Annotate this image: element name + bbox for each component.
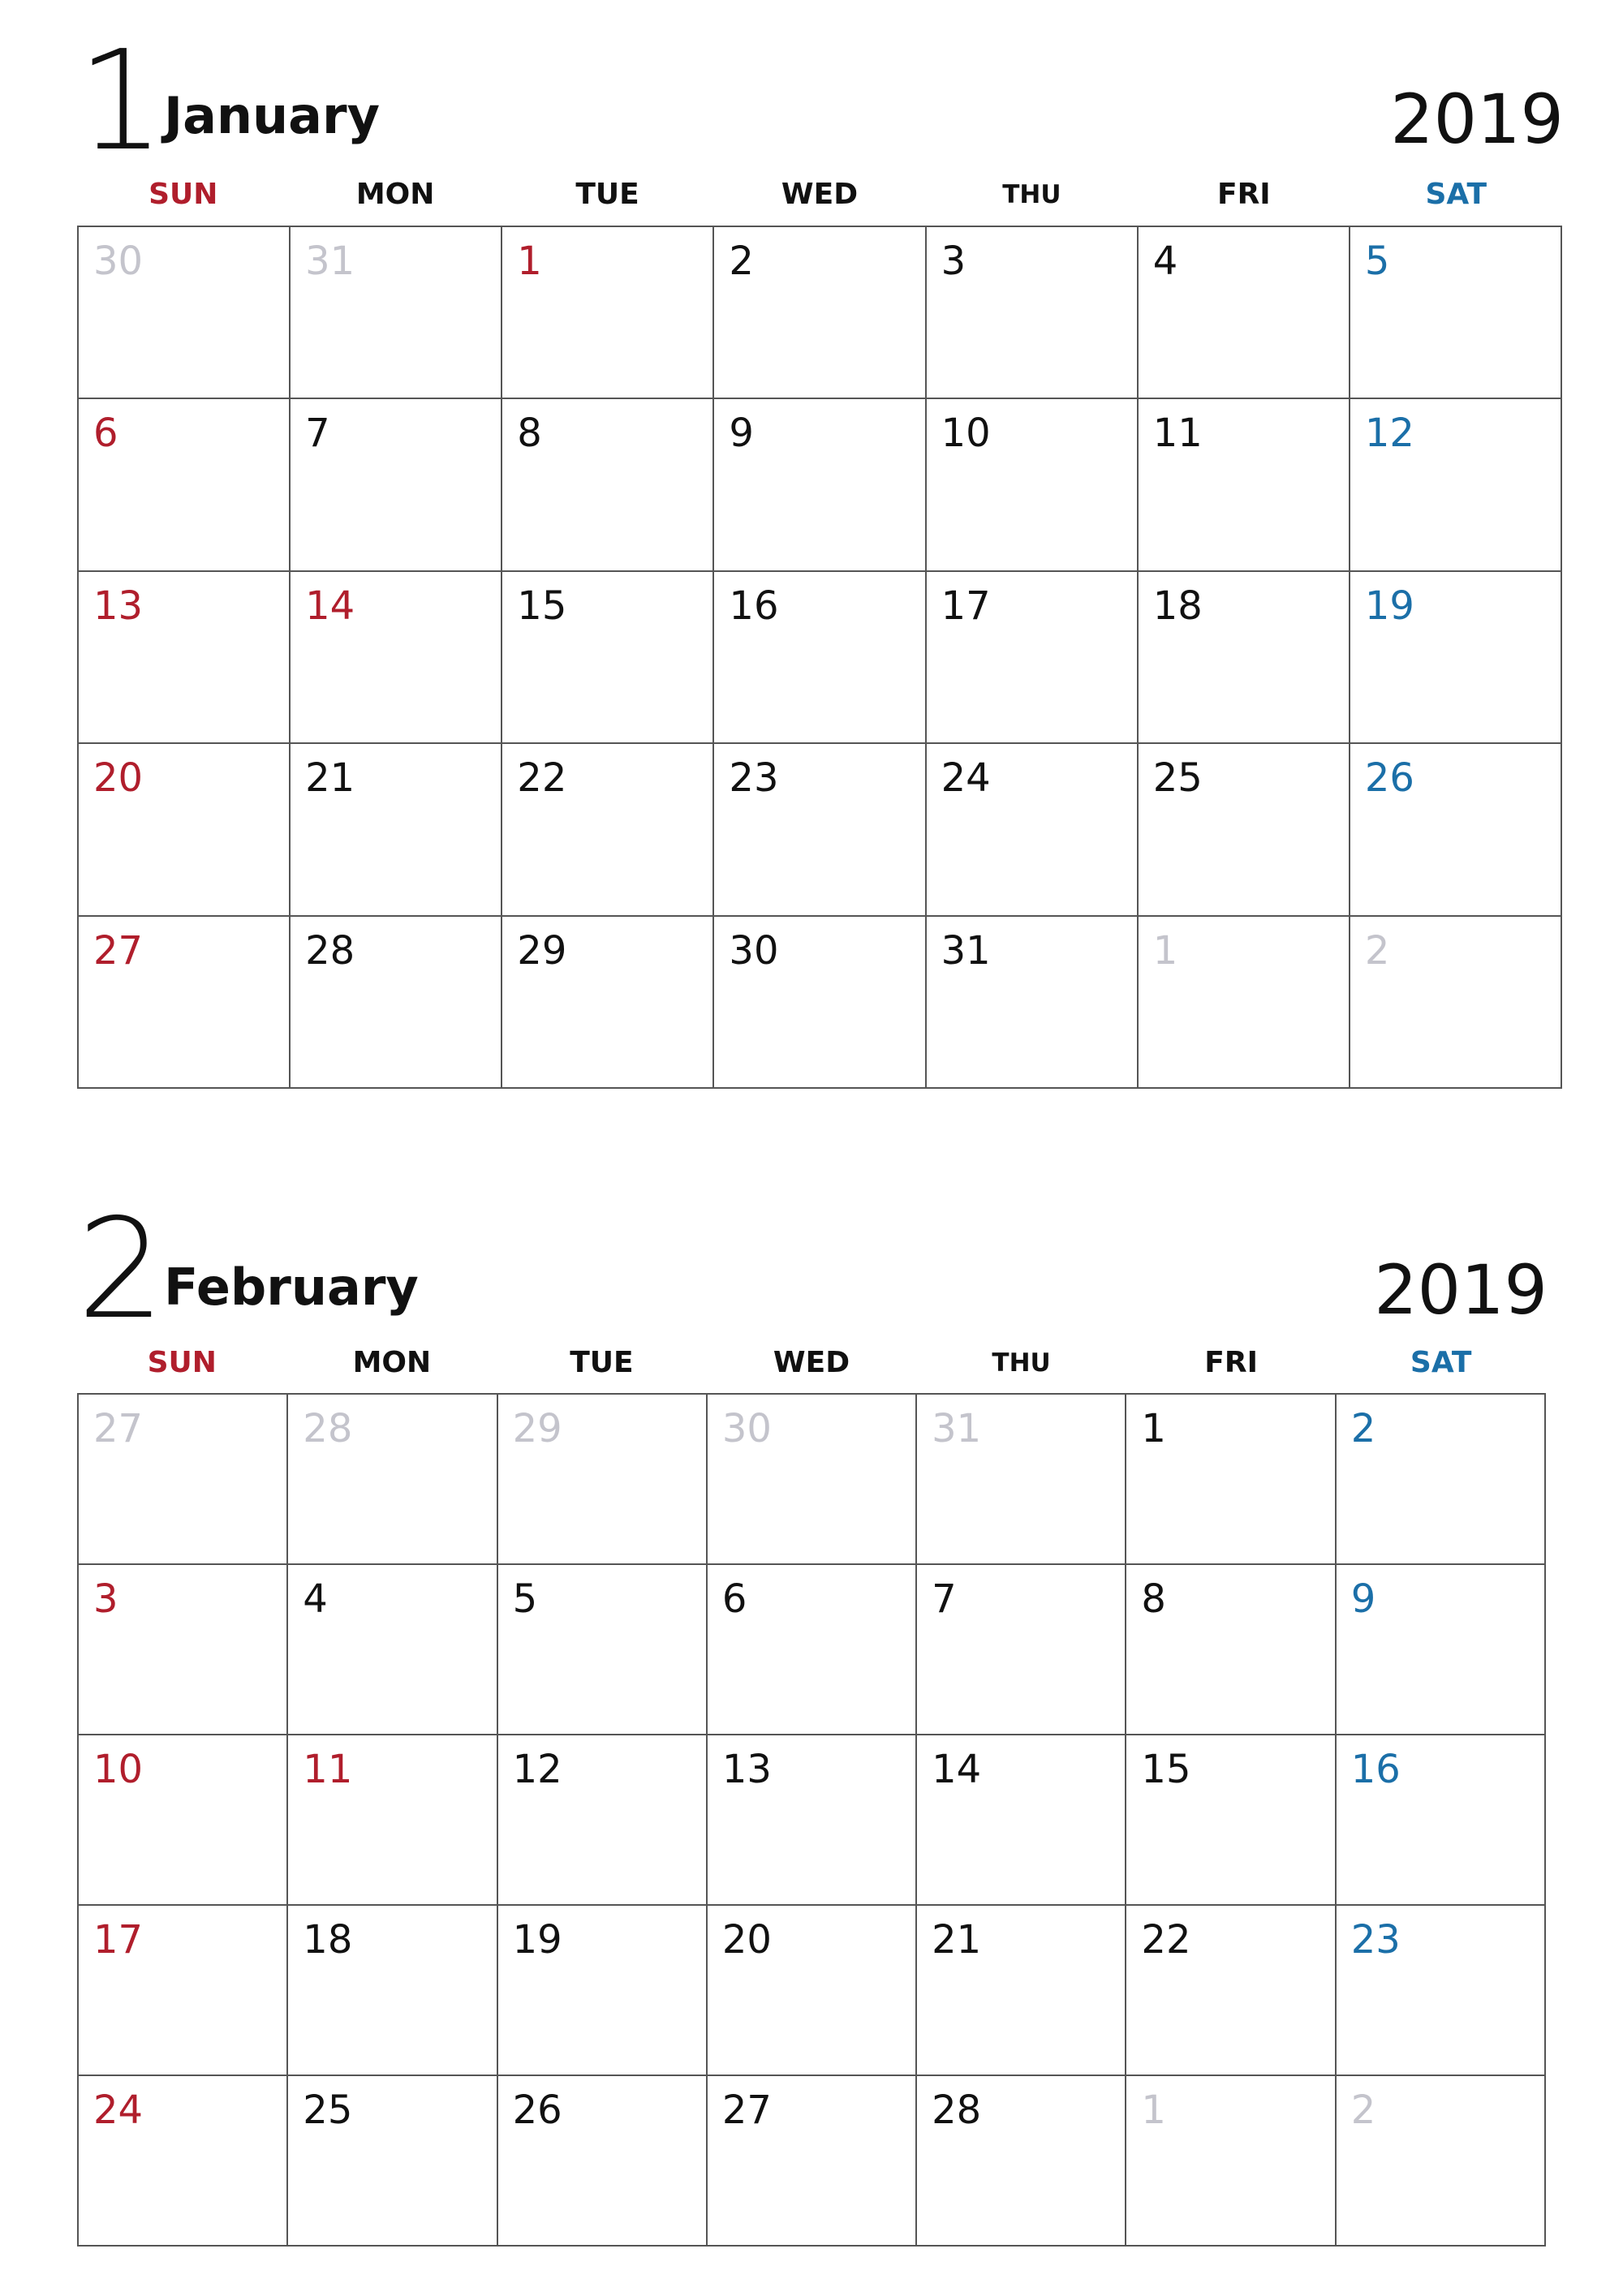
day-cell: [288, 1906, 497, 2076]
day-cell: [927, 917, 1139, 1089]
day-number: 4: [1152, 239, 1178, 284]
day-cell: [79, 399, 291, 571]
day-number: 19: [1364, 583, 1414, 629]
day-number: 30: [93, 239, 144, 284]
day-number: 7: [305, 411, 330, 457]
day-cell: [288, 1565, 497, 1735]
day-cell: [502, 227, 714, 399]
year: 2019: [1374, 1250, 1548, 1330]
day-number: 12: [1364, 411, 1414, 457]
day-number: 22: [517, 755, 567, 802]
day-number: 7: [932, 1576, 957, 1622]
day-number: 9: [729, 411, 754, 457]
day-cell: [79, 572, 291, 744]
calendar-grid: [77, 1393, 1546, 2247]
day-cell: [498, 1735, 708, 1906]
day-cell: [1126, 1906, 1336, 2076]
day-cell: [291, 572, 502, 744]
day-cell: [1350, 572, 1562, 744]
day-cell: [502, 399, 714, 571]
day-cell: [502, 917, 714, 1089]
day-number: 23: [1350, 1917, 1401, 1963]
day-cell: [1337, 1906, 1546, 2076]
year: 2019: [1390, 80, 1564, 159]
day-cell: [1139, 572, 1350, 744]
day-number: 21: [305, 755, 355, 802]
weekday-tue: TUE: [570, 1346, 634, 1379]
weekday-thu: THU: [1002, 180, 1061, 209]
day-cell: [79, 1735, 288, 1906]
month-number: 2: [77, 1189, 162, 1350]
day-cell: [708, 1735, 917, 1906]
day-cell: [1139, 227, 1350, 399]
day-cell: [1350, 399, 1562, 571]
day-cell-other-month: [288, 1395, 497, 1565]
day-number: 2: [1350, 1406, 1376, 1451]
calendar-grid: [77, 226, 1562, 1089]
weekday-sun: SUN: [149, 178, 218, 211]
day-number: 3: [93, 1576, 118, 1622]
weekday-wed: WED: [781, 178, 859, 211]
day-number: 28: [303, 1406, 353, 1451]
day-cell: [927, 744, 1139, 916]
day-number: 14: [932, 1747, 982, 1792]
day-number: 31: [305, 239, 355, 284]
day-cell: [1350, 227, 1562, 399]
day-cell: [498, 2076, 708, 2247]
day-cell-other-month: [1139, 917, 1350, 1089]
day-number: 19: [512, 1917, 562, 1963]
day-number: 5: [512, 1576, 538, 1622]
month-february: [77, 1189, 1548, 2255]
day-number: 25: [1152, 755, 1203, 802]
day-number: 27: [721, 2087, 772, 2133]
day-cell: [1126, 1735, 1336, 1906]
month-name: February: [164, 1258, 419, 1317]
day-number: 26: [512, 2087, 562, 2133]
weekday-fri: FRI: [1204, 1346, 1258, 1379]
day-cell: [502, 744, 714, 916]
day-cell: [714, 917, 926, 1089]
month-january: [77, 21, 1564, 1095]
day-cell: [917, 1735, 1126, 1906]
day-cell-other-month: [79, 227, 291, 399]
day-number: 15: [1141, 1747, 1191, 1792]
day-cell: [79, 917, 291, 1089]
day-number: 17: [941, 583, 991, 629]
day-number: 18: [303, 1917, 353, 1963]
weekday-header: [77, 174, 1562, 215]
day-cell: [288, 1735, 497, 1906]
day-cell: [288, 2076, 497, 2247]
weekday-mon: MON: [352, 1346, 432, 1379]
day-number: 10: [93, 1747, 144, 1792]
day-number: 31: [941, 927, 991, 974]
day-cell: [714, 744, 926, 916]
day-cell: [917, 1565, 1126, 1735]
month-header: [77, 1189, 1548, 1350]
day-number: 20: [93, 755, 144, 802]
day-number: 30: [721, 1406, 772, 1451]
month-name: January: [164, 86, 381, 145]
day-cell: [714, 572, 926, 744]
day-number: 24: [93, 2087, 144, 2133]
day-number: 16: [1350, 1747, 1401, 1792]
weekday-sun: SUN: [147, 1346, 217, 1379]
day-number: 1: [1141, 2087, 1166, 2133]
weekday-sat: SAT: [1410, 1346, 1472, 1379]
day-number: 3: [941, 239, 966, 284]
weekday-thu: THU: [992, 1348, 1051, 1378]
month-header: [77, 21, 1564, 182]
day-cell: [927, 572, 1139, 744]
day-cell: [714, 227, 926, 399]
day-number: 11: [1152, 411, 1203, 457]
day-number: 27: [93, 1406, 144, 1451]
weekday-mon: MON: [355, 178, 435, 211]
day-cell: [79, 1906, 288, 2076]
day-number: 12: [512, 1747, 562, 1792]
day-number: 6: [93, 411, 118, 457]
day-number: 2: [1364, 927, 1390, 974]
day-number: 13: [721, 1747, 772, 1792]
day-cell: [291, 917, 502, 1089]
day-number: 20: [721, 1917, 772, 1963]
day-number: 2: [1350, 2087, 1376, 2133]
day-number: 10: [941, 411, 991, 457]
day-cell: [79, 744, 291, 916]
day-number: 25: [303, 2087, 353, 2133]
day-cell-other-month: [498, 1395, 708, 1565]
day-cell-other-month: [291, 227, 502, 399]
day-number: 4: [303, 1576, 328, 1622]
day-cell-other-month: [917, 1395, 1126, 1565]
day-number: 13: [93, 583, 144, 629]
day-cell: [708, 1906, 917, 2076]
weekday-sat: SAT: [1425, 178, 1487, 211]
day-number: 22: [1141, 1917, 1191, 1963]
day-number: 18: [1152, 583, 1203, 629]
day-number: 17: [93, 1917, 144, 1963]
weekday-tue: TUE: [575, 178, 639, 211]
weekday-wed: WED: [773, 1346, 850, 1379]
day-number: 31: [932, 1406, 982, 1451]
day-number: 15: [517, 583, 567, 629]
day-cell: [708, 1565, 917, 1735]
day-cell: [927, 227, 1139, 399]
day-cell: [1139, 744, 1350, 916]
day-cell: [498, 1565, 708, 1735]
day-cell-other-month: [79, 1395, 288, 1565]
day-cell: [79, 2076, 288, 2247]
day-cell: [291, 399, 502, 571]
day-number: 2: [729, 239, 754, 284]
day-cell: [917, 2076, 1126, 2247]
day-cell: [927, 399, 1139, 571]
day-number: 27: [93, 927, 144, 974]
day-cell: [1337, 1735, 1546, 1906]
day-number: 14: [305, 583, 355, 629]
day-cell: [1126, 1395, 1336, 1565]
day-number: 29: [517, 927, 567, 974]
day-number: 9: [1350, 1576, 1376, 1622]
day-number: 5: [1364, 239, 1390, 284]
day-number: 26: [1364, 755, 1414, 802]
day-cell: [498, 1906, 708, 2076]
day-number: 28: [305, 927, 355, 974]
day-cell-other-month: [1337, 2076, 1546, 2247]
day-cell: [1337, 1395, 1546, 1565]
day-number: 21: [932, 1917, 982, 1963]
day-cell: [1126, 1565, 1336, 1735]
day-number: 16: [729, 583, 779, 629]
day-cell: [1337, 1565, 1546, 1735]
day-number: 28: [932, 2087, 982, 2133]
weekday-header: [77, 1343, 1546, 1383]
day-number: 6: [721, 1576, 747, 1622]
day-cell: [291, 744, 502, 916]
day-cell: [714, 399, 926, 571]
day-number: 29: [512, 1406, 562, 1451]
day-cell-other-month: [1350, 917, 1562, 1089]
day-cell: [708, 2076, 917, 2247]
day-number: 30: [729, 927, 779, 974]
day-number: 1: [517, 239, 542, 284]
day-cell-other-month: [708, 1395, 917, 1565]
day-cell: [1350, 744, 1562, 916]
day-number: 23: [729, 755, 779, 802]
day-number: 11: [303, 1747, 353, 1792]
month-number: 1: [77, 21, 162, 182]
day-number: 24: [941, 755, 991, 802]
day-number: 1: [1141, 1406, 1166, 1451]
weekday-fri: FRI: [1216, 178, 1271, 211]
day-cell: [502, 572, 714, 744]
day-cell-other-month: [1126, 2076, 1336, 2247]
day-cell: [917, 1906, 1126, 2076]
day-number: 8: [1141, 1576, 1166, 1622]
day-cell: [79, 1565, 288, 1735]
day-cell: [1139, 399, 1350, 571]
day-number: 1: [1152, 927, 1178, 974]
day-number: 8: [517, 411, 542, 457]
